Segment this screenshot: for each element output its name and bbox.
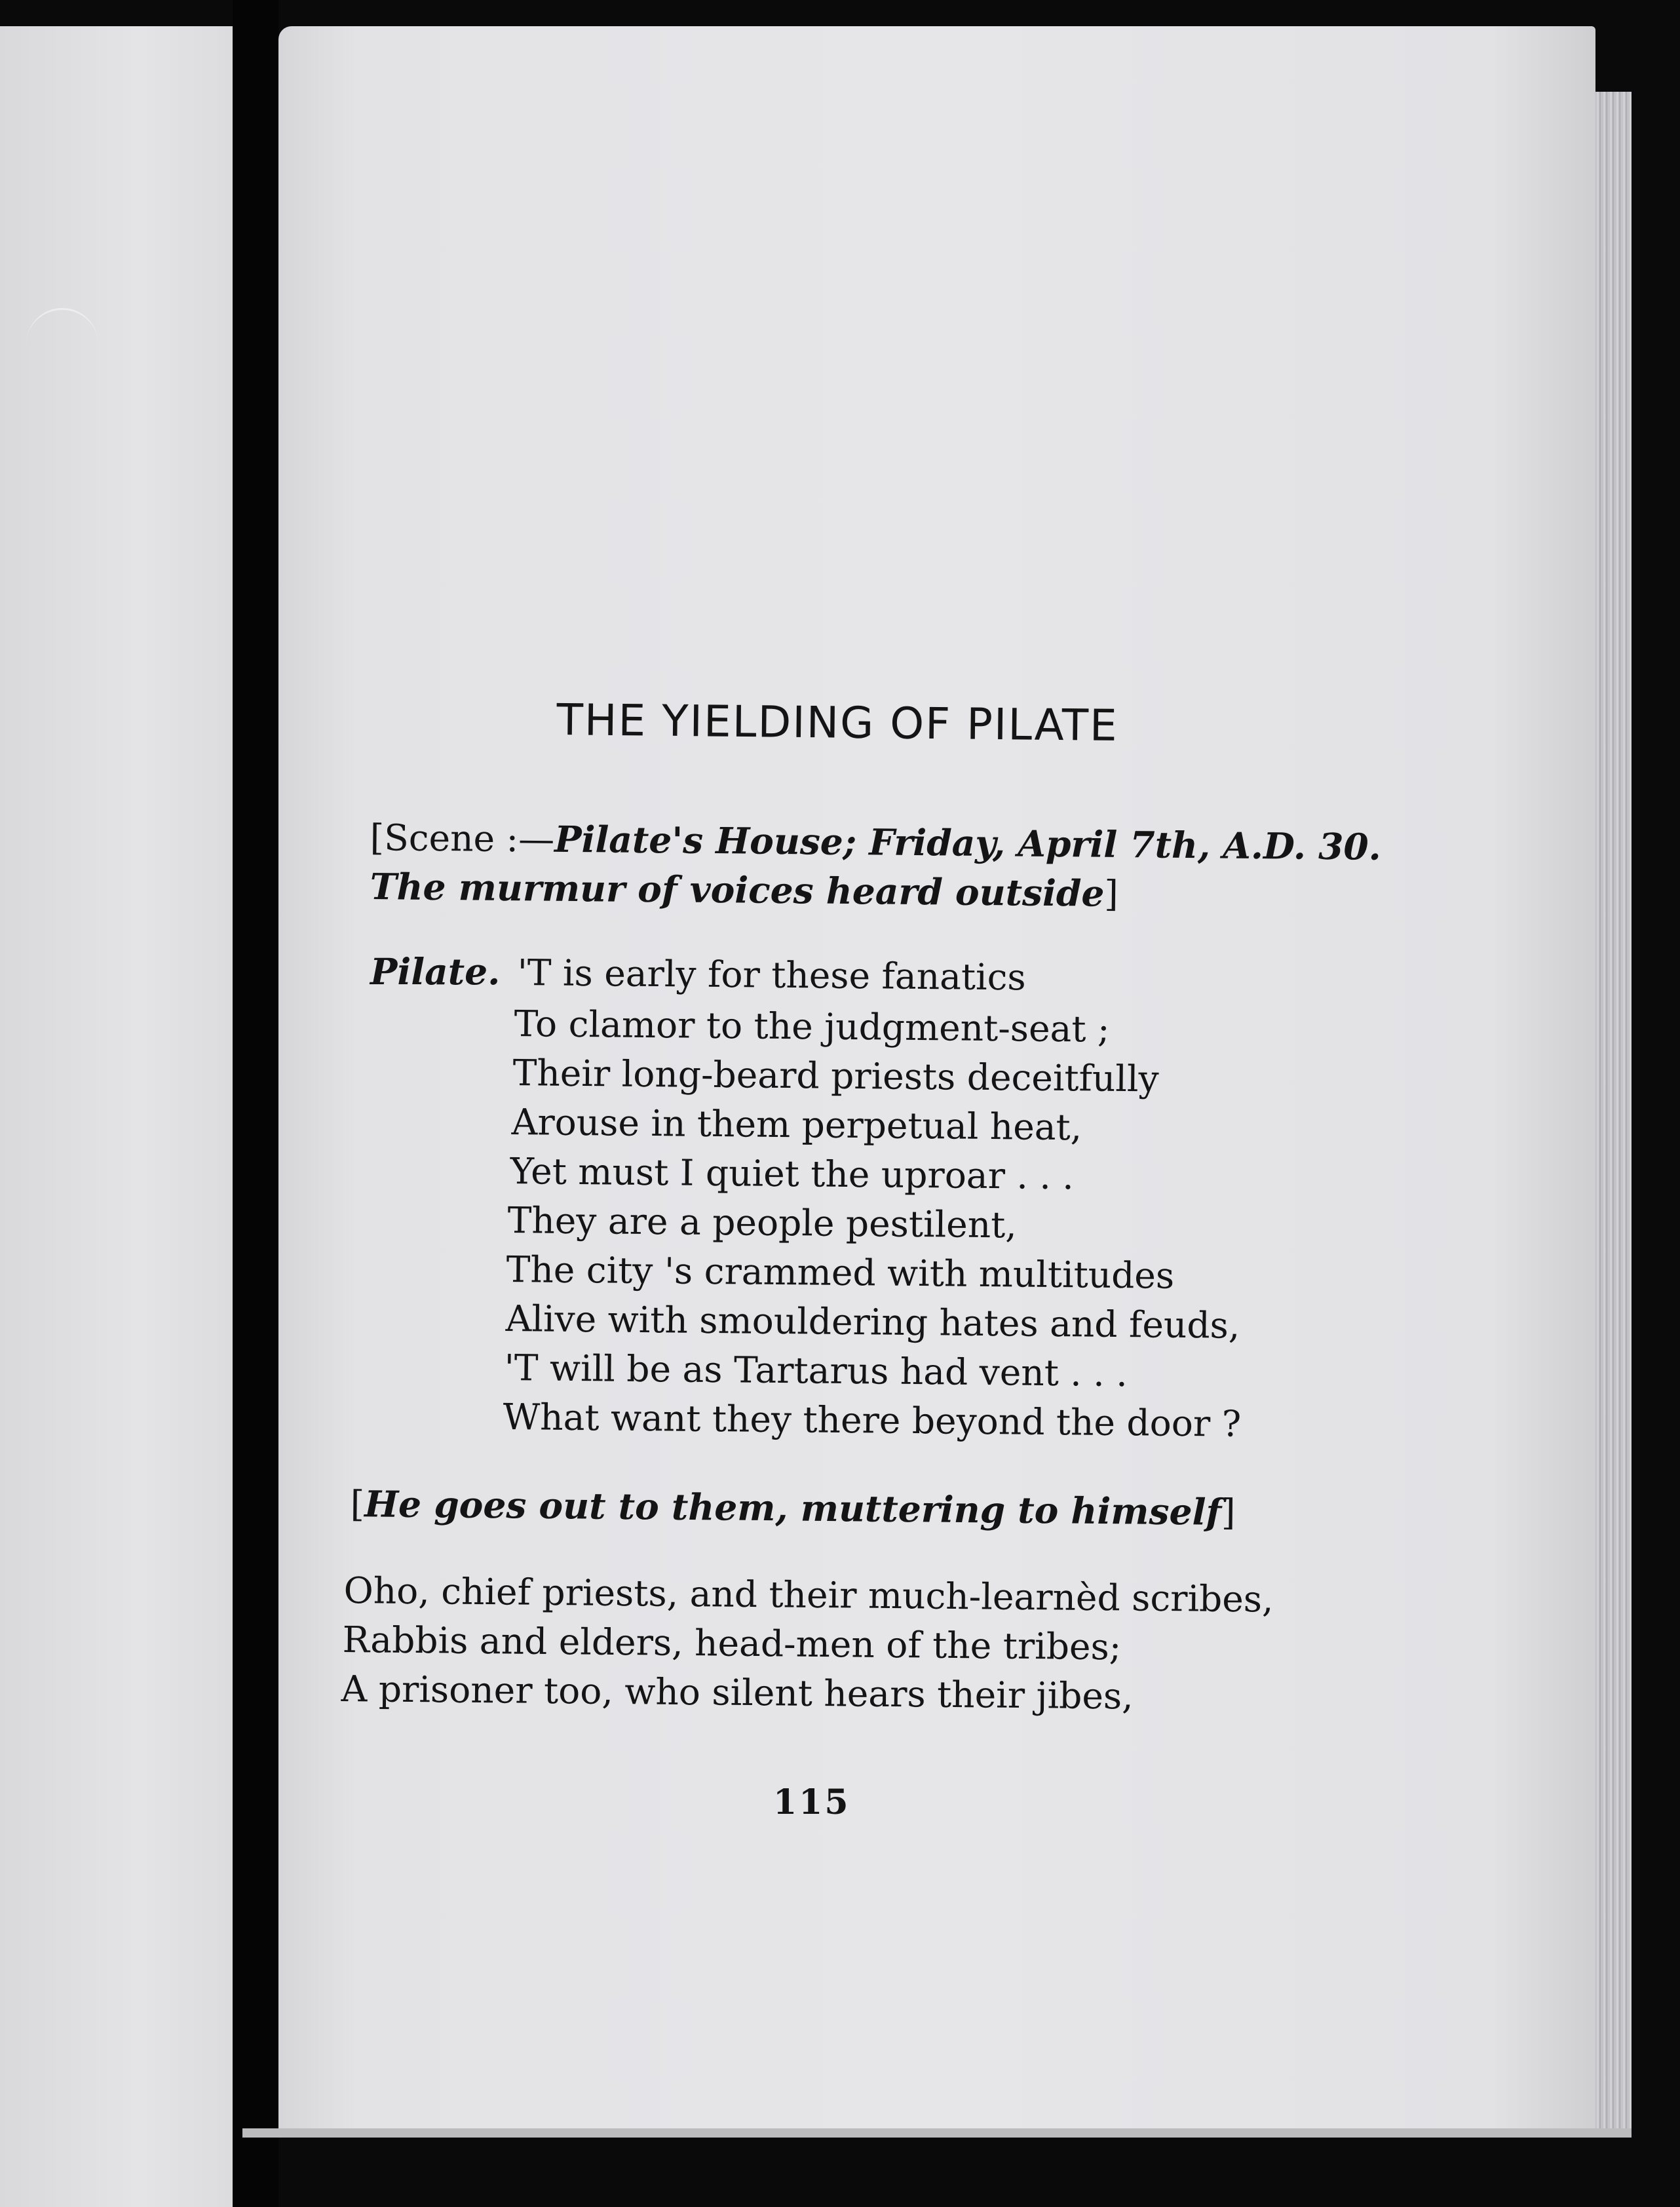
direction-close: ] bbox=[1221, 1491, 1236, 1533]
direction-open: [ bbox=[350, 1483, 365, 1526]
speech-line: To clamor to the judgment-seat ; bbox=[514, 1003, 1110, 1050]
speaker-name: Pilate. bbox=[370, 950, 501, 993]
scene-line-1 bbox=[370, 816, 1381, 868]
stage-direction bbox=[350, 1482, 1235, 1533]
page-number: 115 bbox=[773, 1782, 850, 1822]
scene-setting: Pilate's House; Friday, April 7th, A.D. 30. bbox=[554, 817, 1382, 868]
scene-open: [Scene :— bbox=[370, 816, 555, 860]
scene-close: ] bbox=[1104, 872, 1119, 915]
speech-line: Their long-beard priests deceitfully bbox=[512, 1052, 1159, 1100]
speech-line: Arouse in them perpetual heat, bbox=[511, 1101, 1082, 1149]
speech-line: The city 's crammed with multitudes bbox=[506, 1248, 1175, 1297]
scene-line-2 bbox=[370, 865, 1118, 915]
verse-line: Rabbis and elders, head-men of the tribes; bbox=[342, 1619, 1122, 1668]
verse-line: Oho, chief priests, and their much-learnèd scribes, bbox=[343, 1569, 1274, 1621]
scene-description: The murmur of voices heard outside bbox=[370, 865, 1105, 915]
speech-line: They are a people pestilent, bbox=[507, 1199, 1018, 1246]
speech-line: Yet must I quiet the uproar . . . bbox=[510, 1150, 1075, 1198]
speech-line: 'T is early for these fanatics bbox=[517, 951, 1026, 999]
direction-text: He goes out to them, muttering to himself bbox=[364, 1482, 1222, 1533]
verse-line: A prisoner too, who silent hears their jibes, bbox=[341, 1668, 1134, 1718]
speech-line: What want they there beyond the door ? bbox=[503, 1396, 1242, 1445]
speech-line: Alive with smouldering hates and feuds, bbox=[505, 1297, 1240, 1347]
page-title: THE YIELDING OF PILATE bbox=[556, 695, 1119, 751]
speech-line: 'T will be as Tartarus had vent . . . bbox=[504, 1347, 1128, 1395]
